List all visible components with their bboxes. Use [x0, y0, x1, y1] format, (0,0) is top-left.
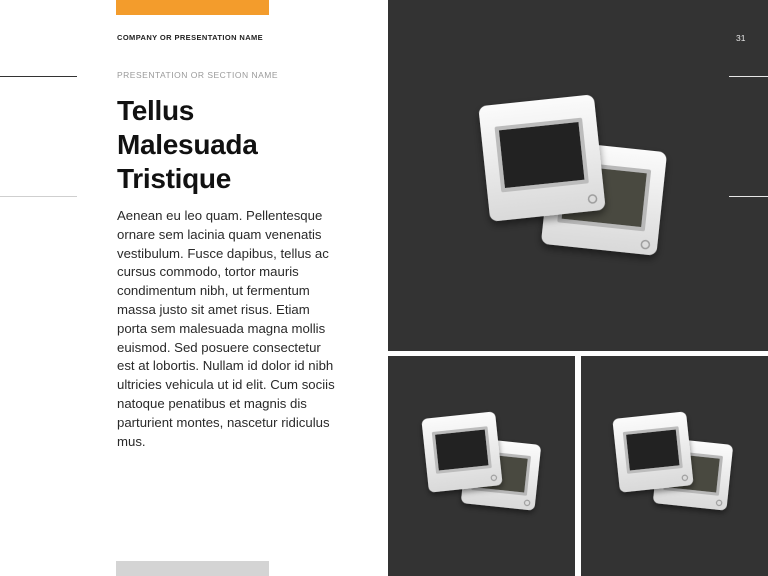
company-name: COMPANY OR PRESENTATION NAME: [117, 33, 264, 42]
divider-right-bottom: [729, 196, 768, 197]
title-line: Malesuada: [117, 129, 258, 160]
divider-bottom: [0, 196, 77, 197]
footer-bar: [116, 561, 269, 576]
title-line: Tristique: [117, 163, 231, 194]
divider-right-top: [729, 76, 768, 77]
photo-slides-icon: [581, 356, 768, 576]
image-panel-large: [388, 0, 768, 351]
section-name: PRESENTATION OR SECTION NAME: [117, 70, 279, 80]
accent-bar: [116, 0, 269, 15]
page-number: 31: [736, 33, 746, 43]
image-panel-bottom-left: [388, 356, 575, 576]
divider-top: [0, 76, 77, 77]
body-paragraph: Aenean eu leo quam. Pellentesque ornare sem lacinia quam venenatis vestibulum. Fusce dapibus, tellus ac cursus commodo, tortor mauris condimentum nibh, ut fermentum massa justo sit amet risus. Etiam porta sem malesuada magna mollis euismod. Sed posuere consectetur est at lobortis. Nullam id dolor id nibh ultricies vehicula ut id elit. Cum sociis natoque penatibus et magnis dis parturient montes, nascetur ridiculus mus.: [117, 208, 335, 449]
slide-title: [117, 94, 367, 196]
photo-slides-icon: [388, 0, 768, 351]
title-line: Tellus: [117, 95, 195, 126]
image-panel-bottom-right: [581, 356, 768, 576]
photo-slides-icon: [388, 356, 575, 576]
